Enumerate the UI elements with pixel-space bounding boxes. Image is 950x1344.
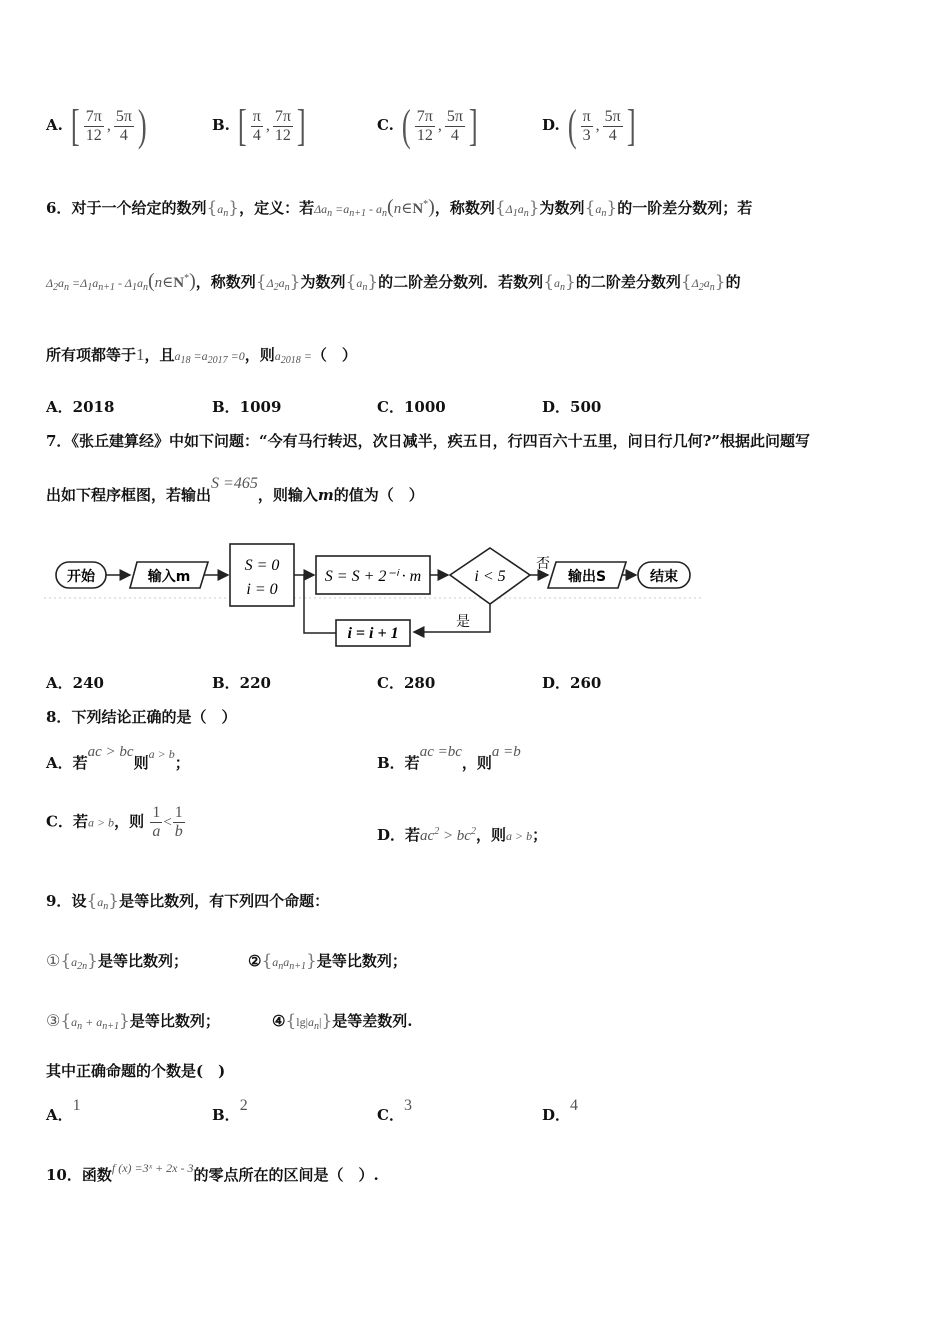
q9-prop-4: $④\{\lg|a_n|\}$是等差数列. [272,1011,413,1032]
q7-option-d: D．260 [542,674,602,692]
q6-line-3: 所有项都等于1，且$a_{18} =a_{2017} =0$，则$a_{2018}$ =（ ） [46,345,357,366]
option-letter: D. [542,116,560,134]
q6-option-a: A．2018 [46,398,115,416]
svg-text:i = i + 1: i = i + 1 [347,625,399,642]
question-number: 7． [46,432,72,450]
q8-option-d: D．若$ac^2 > bc^2$，则a > b； [377,826,548,844]
start-node [56,562,106,588]
q9-option-b: B．2 [212,1097,248,1124]
interval: ( $\frac{\pi}{3}$ , $\frac{5\pi}{4}$ ] [567,101,636,150]
q9-prop-2: $②\{a_na_{n+1}\}$是等比数列； [248,951,407,972]
svg-text:结束: 结束 [650,569,678,585]
question-number: 6． [46,199,72,217]
q6-option-d: D．500 [542,398,602,416]
q5-option-d [542,101,638,150]
question-number: 9． [46,892,72,910]
svg-text:开始: 开始 [67,569,95,585]
question-number: 8． [46,708,72,726]
q7-option-a: A．240 [46,674,104,692]
interval: ( $\frac{7\pi}{12}$ , $\frac{5\pi}{4}$ ] [402,101,478,150]
q9-prop-3: $③\{a_n + a_{n+1}\}$是等比数列； [46,1011,220,1032]
q9-prop-1: $①\{a_{2n}\}$是等比数列； [46,951,189,972]
q6-line-1: 6．对于一个给定的数列$\{a_n\}$，定义：若$\Delta a_n =a_{n+1}$ - $a_n(n\in N^*)$，称数列$\{\Delta_1a_n\}$为数列$\{a_n\}$的一阶差分数列；若 [46,196,753,219]
svg-text:输出S: 输出S [567,569,607,585]
increment-node [336,620,410,646]
q5-option-a [46,101,150,150]
svg-text:i < 5: i < 5 [474,568,506,585]
end-node [638,562,690,588]
q5-option-c [377,101,481,150]
q6-option-c: C．1000 [377,398,446,416]
q9-stem: 9．设$\{a_n\}$是等比数列，有下列四个命题： [46,891,330,912]
option-letter: A. [46,116,63,134]
q9-option-d: D．4 [542,1097,579,1124]
question-number: 10． [46,1166,82,1184]
q7-line-2: 出如下程序框图，若输出S =465，则输入m的值为（ ） [46,475,424,504]
q8-stem: 8．下列结论正确的是（ ） [46,708,237,726]
no-label: 否 [536,556,550,572]
q8-option-c: C．若a > b，则 $\frac{1}{a}$ < $\frac{1}{b}$ [46,804,183,840]
q9-option-a: A．1 [46,1097,81,1124]
q7-line-1: 7．《张丘建算经》中如下问题：“今有马行转迟，次日减半，疾五日，行四百六十五里，问日行几何?”根据此问题写 [46,432,810,450]
interval: [ $\frac{7\pi}{12}$ , $\frac{5\pi}{4}$ ) [71,101,147,150]
svg-text:S = 0: S = 0 [244,557,280,574]
q7-option-b: B．220 [212,674,271,692]
q5-option-b [212,101,309,150]
q8-option-b: B．若ac =bc，则a =b [377,744,521,772]
q9-question: 其中正确命题的个数是( ) [46,1062,226,1080]
option-letter: C. [377,116,394,134]
condition-node [450,548,530,604]
svg-text:i = 0: i = 0 [246,581,278,598]
q6-line-2: $\Delta_2a_n =\Delta_1a_{n+1}$ - $\Delta_1a_n(n\in N^*)$，称数列$\{\Delta_2a_n\}$为数列$\{a_n\}$的二阶差分数列．若数列$\{a_n\}$的二阶差分数列$\{\Delta_2a_n\}$的 [46,270,741,293]
output-node [548,562,626,588]
option-letter: B. [212,116,230,134]
yes-label: 是 [456,614,470,630]
q9-option-c: C．3 [377,1097,412,1124]
q6-option-b: B．1009 [212,398,282,416]
svg-text:输入m: 输入m [147,569,191,585]
process-node [316,556,430,594]
input-node [130,562,208,588]
init-node [230,544,294,606]
q8-option-a: A．若ac > bc则$^{a > b}$； [46,744,190,772]
q7-option-c: C．280 [377,674,436,692]
program-flowchart [44,534,704,660]
q10-stem: 10．函数$^{f (x) =3ˣ + 2x - 3}$的零点所在的区间是（ ）. [46,1161,379,1184]
svg-text:S = S + 2⁻ⁱ · m: S = S + 2⁻ⁱ · m [324,568,422,585]
interval: [ $\frac{\pi}{4}$ , $\frac{7\pi}{12}$ ] [238,101,306,150]
